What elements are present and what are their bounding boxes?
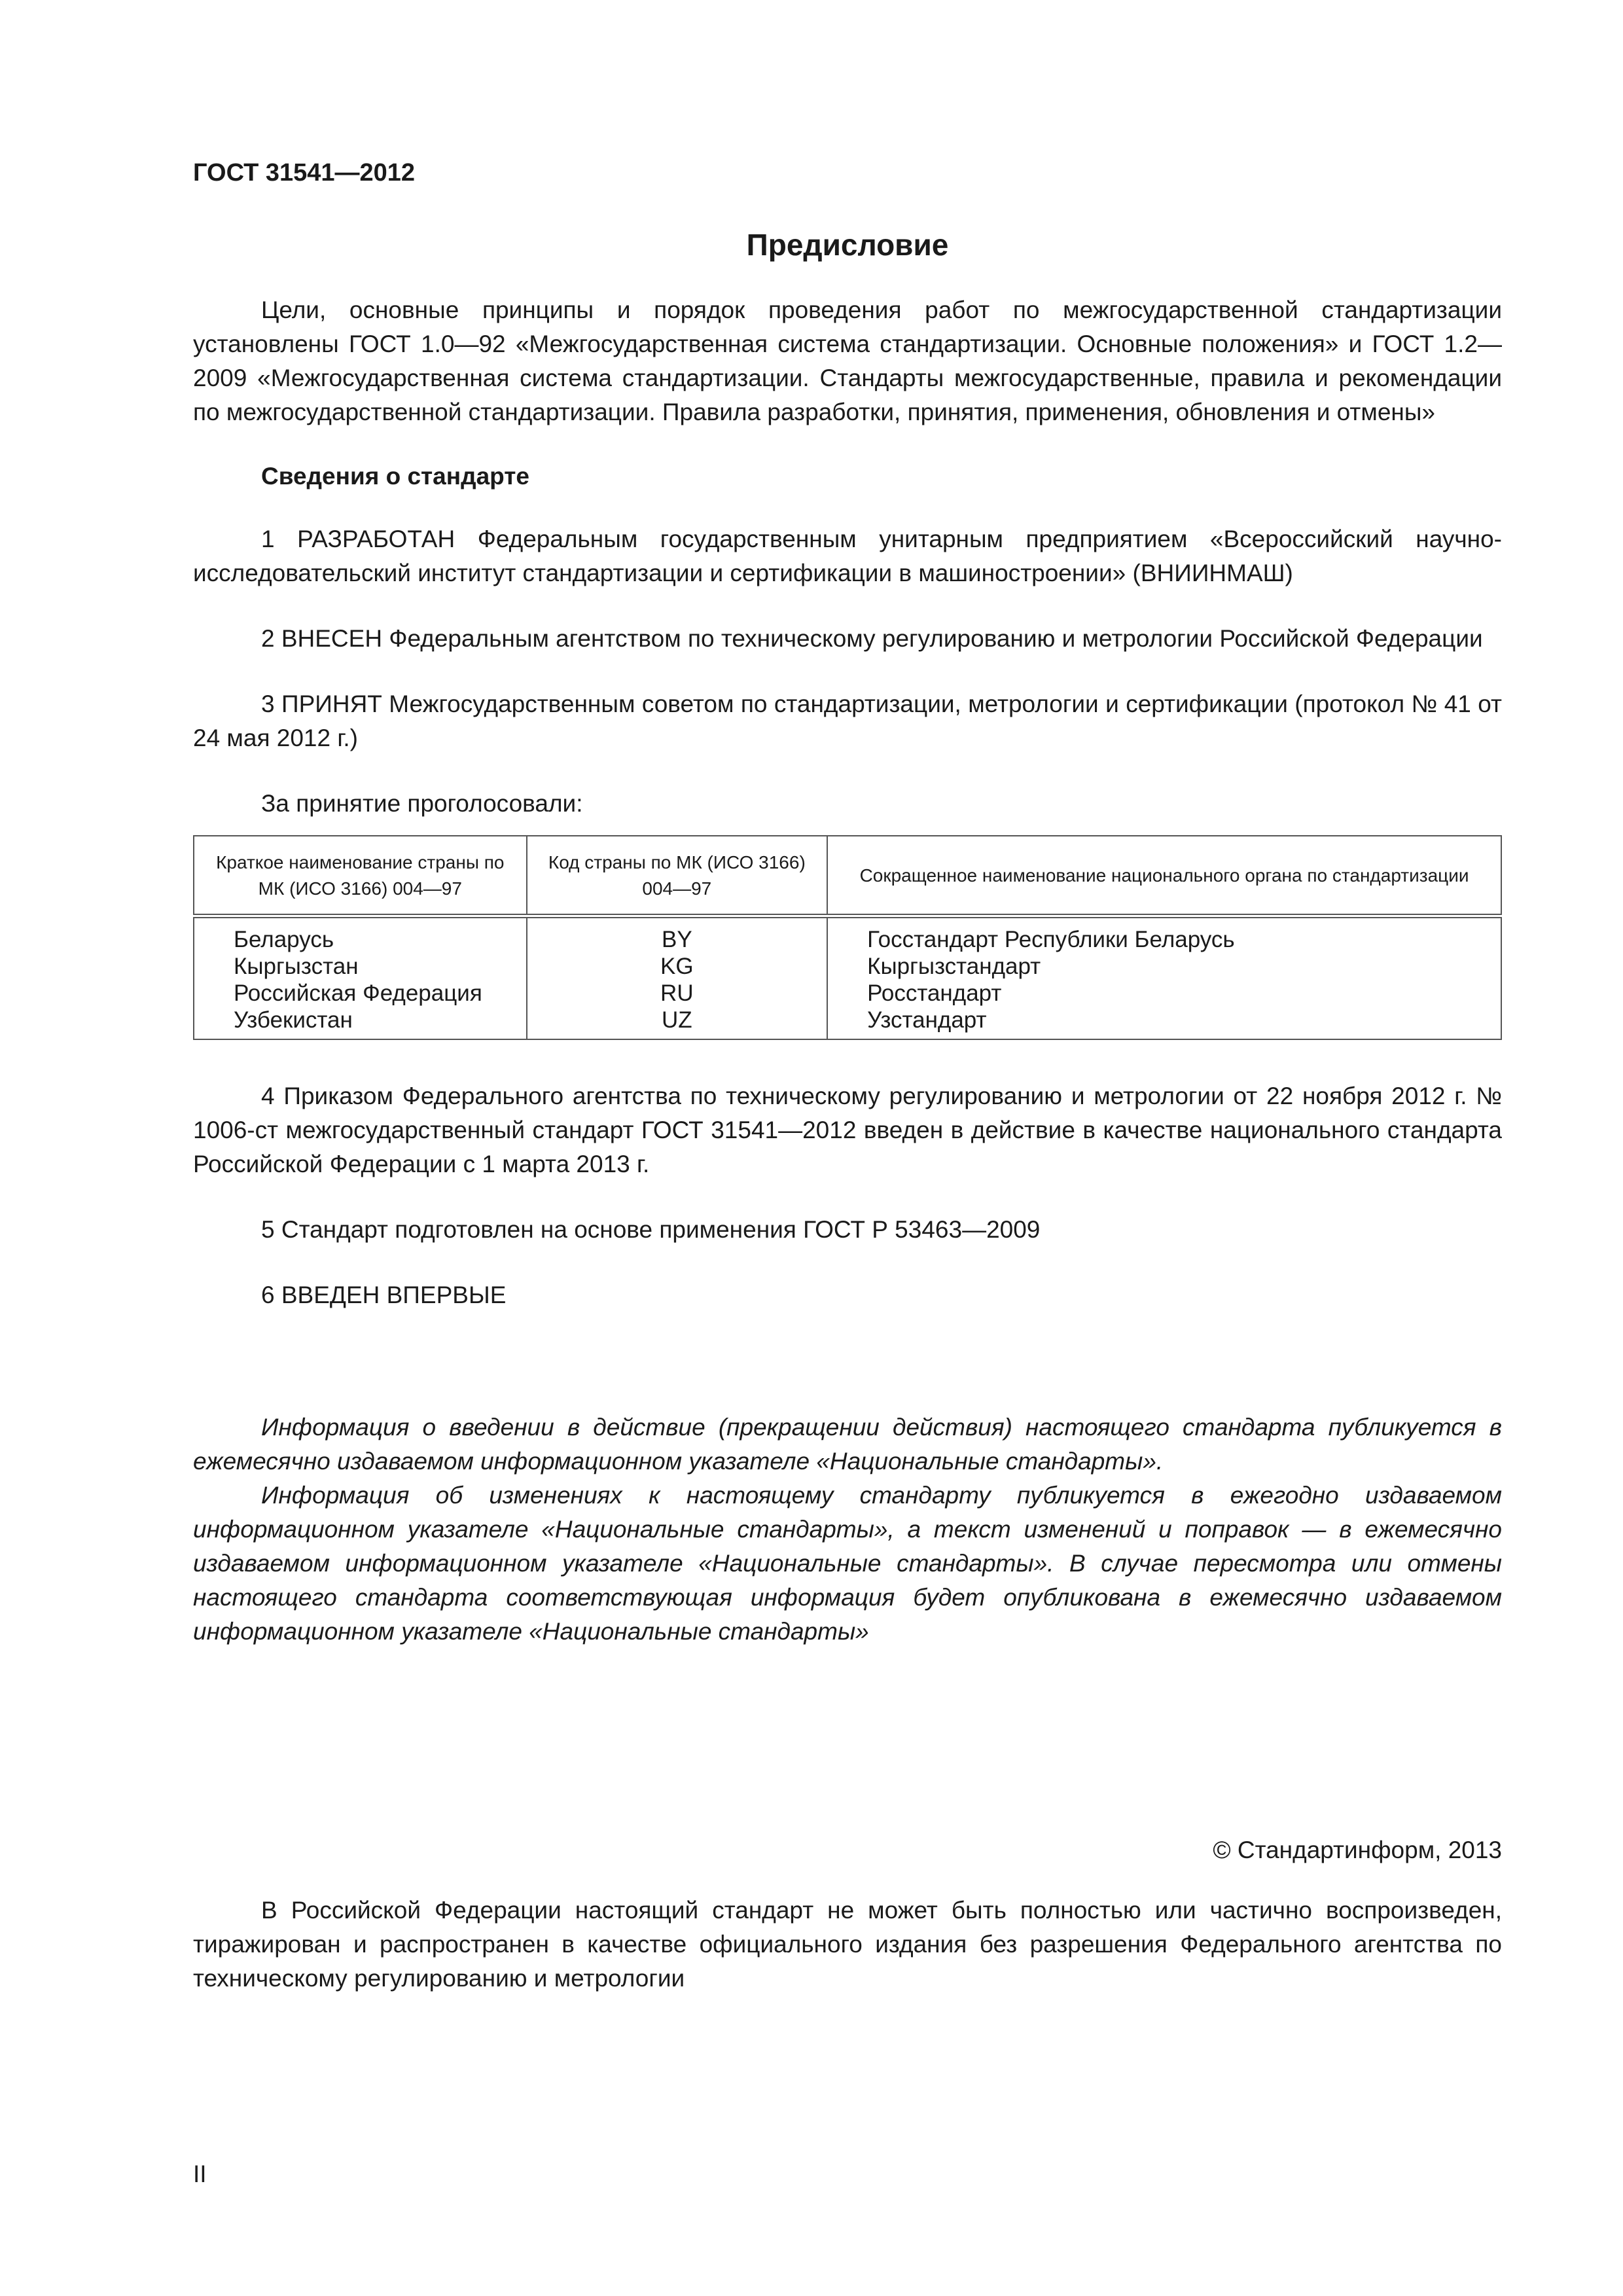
item-2-submitted: 2 ВНЕСЕН Федеральным агентством по техническому регулированию и метрологии Российской Федерации (261, 625, 1483, 652)
table-row (194, 953, 1501, 980)
standard-info-heading: Сведения о стандарте (261, 463, 529, 490)
item-1-developed: 1 РАЗРАБОТАН Федеральным государственным унитарным предприятием «Всероссийский научно-исследовательский институт стандартизации и сертификации в машиностроении» (ВНИИНМАШ) (193, 526, 1502, 586)
country-name: Российская Федерация (194, 980, 527, 1007)
item-3-adopted: 3 ПРИНЯТ Межгосударственным советом по стандартизации, метрологии и сертификации (протокол № 41 от 24 мая 2012 г.) (193, 691, 1502, 751)
item-4-enacted: 4 Приказом Федерального агентства по техническому регулированию и метрологии от 22 ноября 2012 г. № 1006-ст межгосударственный стандарт ГОСТ 31541—2012 введен в действие в качестве национального стандарта Российской Федерации с 1 марта 2013 г. (193, 1083, 1502, 1177)
voting-countries-table (193, 835, 1502, 1040)
header-national-body: Сокращенное наименование национального органа по стандартизации (827, 836, 1501, 916)
publication-info (193, 1410, 1502, 1649)
table-header-row (194, 836, 1501, 916)
info-paragraph-2: Информация об изменениях к настоящему стандарту публикуется в ежегодно издаваемом информационном указателе «Национальные стандарты», а текст изменений и поправок — в ежемесячно издаваемом информационном указателе «Национальные стандарты». В случае пересмотра или отмены настоящего стандарта соответствующая информация будет опубликована в ежемесячно издаваемом информационном указателе «Национальные стандарты» (193, 1482, 1502, 1645)
preface-intro: Цели, основные принципы и порядок проведения работ по межгосударственной стандартизации установлены ГОСТ 1.0—92 «Межгосударственная система стандартизации. Основные положения» и ГОСТ 1.2—2009 «Межгосударственная система стандартизации. Стандарты межгосударственные, правила и рекомендации по межгосударственной стандартизации. Правила разработки, принятия, применения, обновления и отмены» (193, 296, 1502, 425)
country-name: Узбекистан (194, 1007, 527, 1039)
national-body: Узстандарт (827, 1007, 1501, 1039)
table-row (194, 916, 1501, 954)
copyright-line: © Стандартинформ, 2013 (1213, 1837, 1502, 1863)
country-code: BY (527, 916, 827, 954)
country-name: Кыргызстан (194, 953, 527, 980)
national-body: Госстандарт Республики Беларусь (827, 916, 1501, 954)
country-name: Беларусь (194, 916, 527, 954)
voted-label: За принятие проголосовали: (261, 790, 583, 817)
header-country-name: Краткое наименование страны по МК (ИСО 3166) 004—97 (194, 836, 527, 916)
preface-title: Предисловие (746, 228, 949, 262)
country-code: KG (527, 953, 827, 980)
national-body: Кыргызстандарт (827, 953, 1501, 980)
table-row (194, 1007, 1501, 1039)
page-number: II (193, 2161, 207, 2187)
document-page (193, 157, 1502, 1996)
document-code: ГОСТ 31541—2012 (193, 159, 416, 187)
national-body: Росстандарт (827, 980, 1501, 1007)
item-5-basis: 5 Стандарт подготовлен на основе применения ГОСТ Р 53463—2009 (261, 1216, 1041, 1243)
header-country-code: Код страны по МК (ИСО 3166) 004—97 (527, 836, 827, 916)
info-paragraph-1: Информация о введении в действие (прекращении действия) настоящего стандарта публикуется в ежемесячно издаваемом информационном указателе «Национальные стандарты». (193, 1414, 1502, 1475)
country-code: UZ (527, 1007, 827, 1039)
reproduction-notice: В Российской Федерации настоящий стандарт не может быть полностью или частично воспроизведен, тиражирован и распространен в качестве официального издания без разрешения Федерального агентства по техническому регулированию и метрологии (193, 1897, 1502, 1992)
table-row (194, 980, 1501, 1007)
country-code: RU (527, 980, 827, 1007)
item-6-introduced: 6 ВВЕДЕН ВПЕРВЫЕ (261, 1282, 507, 1308)
